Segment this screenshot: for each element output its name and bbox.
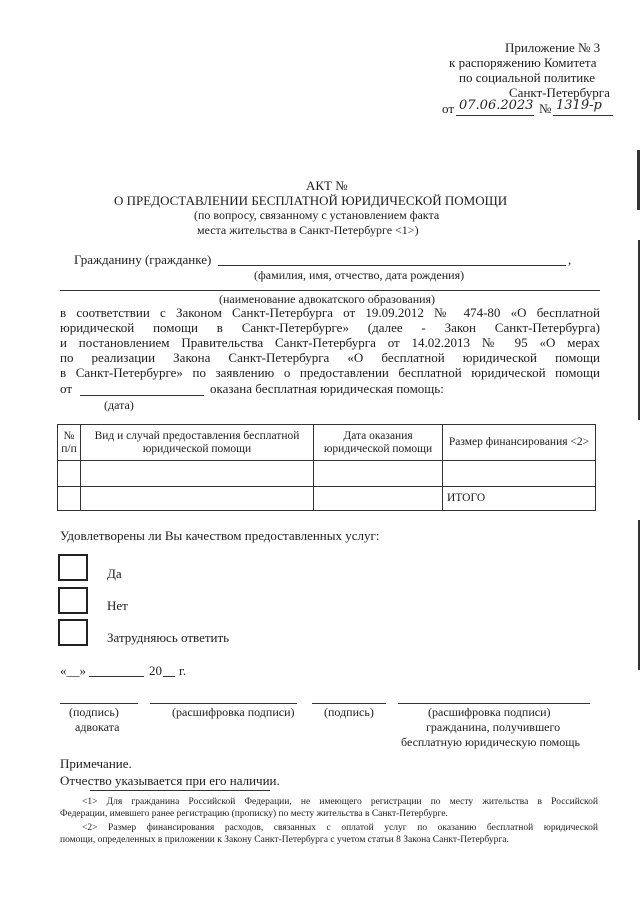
option-unsure-checkbox[interactable] (58, 619, 88, 646)
appendix-from-label: от (442, 101, 455, 116)
act-title: АКТ № (306, 178, 348, 193)
appendix-line-1: Приложение № 3 (505, 40, 601, 55)
appendix-line-3: по социальной политике (459, 70, 595, 85)
appendix-line-2: к распоряжению Комитета (449, 55, 597, 70)
sig2-caption: (подпись) (324, 705, 374, 719)
body-provided-text: оказана бесплатная юридическая помощь: (210, 381, 444, 396)
act-topic-line-2: места жительства в Санкт-Петербурге <1>) (197, 223, 419, 237)
appendix-handwritten-date: 07.06.2023 (459, 98, 534, 113)
table-cell[interactable] (58, 461, 81, 487)
date-year-field[interactable] (163, 676, 175, 677)
note-text: Отчество указывается при его наличии. (60, 773, 280, 788)
sig1-caption: (подпись) (69, 705, 119, 719)
date-caption: (дата) (104, 398, 134, 412)
decode2-subcaption-2: бесплатную юридическую помощь (401, 735, 580, 749)
option-yes-label: Да (107, 566, 122, 581)
footnote-2-line-1: <2> Размер финансирования расходов, связанных с оплатой услуг по оказанию бесплатной юридической (82, 823, 598, 833)
body-line-3: и постановлением Правительства Санкт-Петербурга от 14.02.2013 № 95 «О мерах (60, 335, 600, 350)
table-cell[interactable] (314, 487, 443, 511)
footnote-divider (90, 790, 270, 791)
appendix-date-underline (456, 115, 534, 116)
date-year-suffix: г. (179, 663, 187, 678)
body-line-1: в соответствии с Законом Санкт-Петербурга от 19.09.2012 № 474-80 «О бесплатной (60, 305, 600, 320)
citizen-comma: , (568, 252, 572, 267)
footnote-1-line-2: Федерации, имевшего ранее регистрацию (прописку) по месту жительства в Санкт-Петербурге. (60, 809, 448, 819)
citizen-caption: (фамилия, имя, отчество, дата рождения) (254, 268, 465, 282)
citizen-signature-field[interactable] (312, 703, 386, 704)
sig1-subcaption: адвоката (75, 720, 120, 734)
act-subtitle: О ПРЕДОСТАВЛЕНИИ БЕСПЛАТНОЙ ЮРИДИЧЕСКОЙ ПОМОЩИ (114, 193, 508, 208)
body-line-2: юридической помощи в Санкт-Петербурге» (далее - Закон Санкт-Петербурга) (60, 320, 600, 335)
advocate-org-caption: (наименование адвокатского образования) (219, 292, 436, 306)
table-cell[interactable] (58, 487, 81, 511)
total-label: ИТОГО (443, 487, 596, 511)
appendix-number-label: № (539, 101, 552, 116)
advocate-org-field[interactable] (60, 290, 600, 291)
decode1-caption: (расшифровка подписи) (172, 705, 295, 719)
note-title: Примечание. (60, 756, 132, 771)
option-no-label: Нет (107, 598, 128, 613)
table-row (58, 461, 596, 487)
body-line-4: по реализации Закона Санкт-Петербурга «О бесплатной юридической помощи (60, 350, 600, 365)
satisfaction-question: Удовлетворены ли Вы качеством предоставленных услуг: (60, 528, 380, 543)
table-header-row (58, 425, 596, 461)
date-year-prefix: 20 (149, 663, 162, 678)
citizen-name-field[interactable] (218, 265, 566, 266)
table-cell[interactable] (81, 461, 314, 487)
footnote-2-line-2: помощи, определенных в приложении к Закону Санкт-Петербурга с учетом статьи 8 Закона Санкт-Петербурга. (60, 835, 509, 845)
date-month-field[interactable] (89, 676, 144, 677)
citizen-label: Гражданину (гражданке) (74, 252, 212, 267)
advocate-signature-decode-field[interactable] (150, 703, 297, 704)
option-unsure-label: Затрудняюсь ответить (107, 630, 230, 645)
footnote-1-line-1: <1> Для гражданина Российской Федерации, не имеющего регистрации по месту жительства в Российской (82, 797, 598, 807)
header-funding: Размер финансирования <2> (443, 425, 596, 461)
table-cell[interactable] (314, 461, 443, 487)
decode2-caption: (расшифровка подписи) (428, 705, 551, 719)
option-no-checkbox[interactable] (58, 587, 88, 614)
header-number: № п/п (58, 425, 81, 461)
body-from-label: от (60, 381, 73, 396)
table-cell[interactable] (443, 461, 596, 487)
date-day-quote: «__» (60, 663, 86, 678)
decode2-subcaption-1: гражданина, получившего (426, 720, 561, 734)
appendix-handwritten-number: 1319-р (556, 98, 602, 113)
table-total-row (58, 487, 596, 511)
option-yes-checkbox[interactable] (58, 554, 88, 581)
header-service-type: Вид и случай предоставления бесплатной юридической помощи (81, 425, 314, 461)
appendix-line-4: Санкт-Петербурга (509, 85, 610, 100)
appendix-number-underline (553, 115, 613, 116)
table-cell[interactable] (81, 487, 314, 511)
services-table (57, 424, 596, 511)
application-date-field[interactable] (80, 395, 204, 396)
act-topic-line-1: (по вопросу, связанному с установлением факта (194, 208, 440, 222)
advocate-signature-field[interactable] (60, 703, 138, 704)
header-date: Дата оказания юридической помощи (314, 425, 443, 461)
citizen-signature-decode-field[interactable] (398, 703, 590, 704)
body-line-5: в Санкт-Петербурге» по заявлению о предоставлении бесплатной юридической помощи (60, 365, 600, 380)
